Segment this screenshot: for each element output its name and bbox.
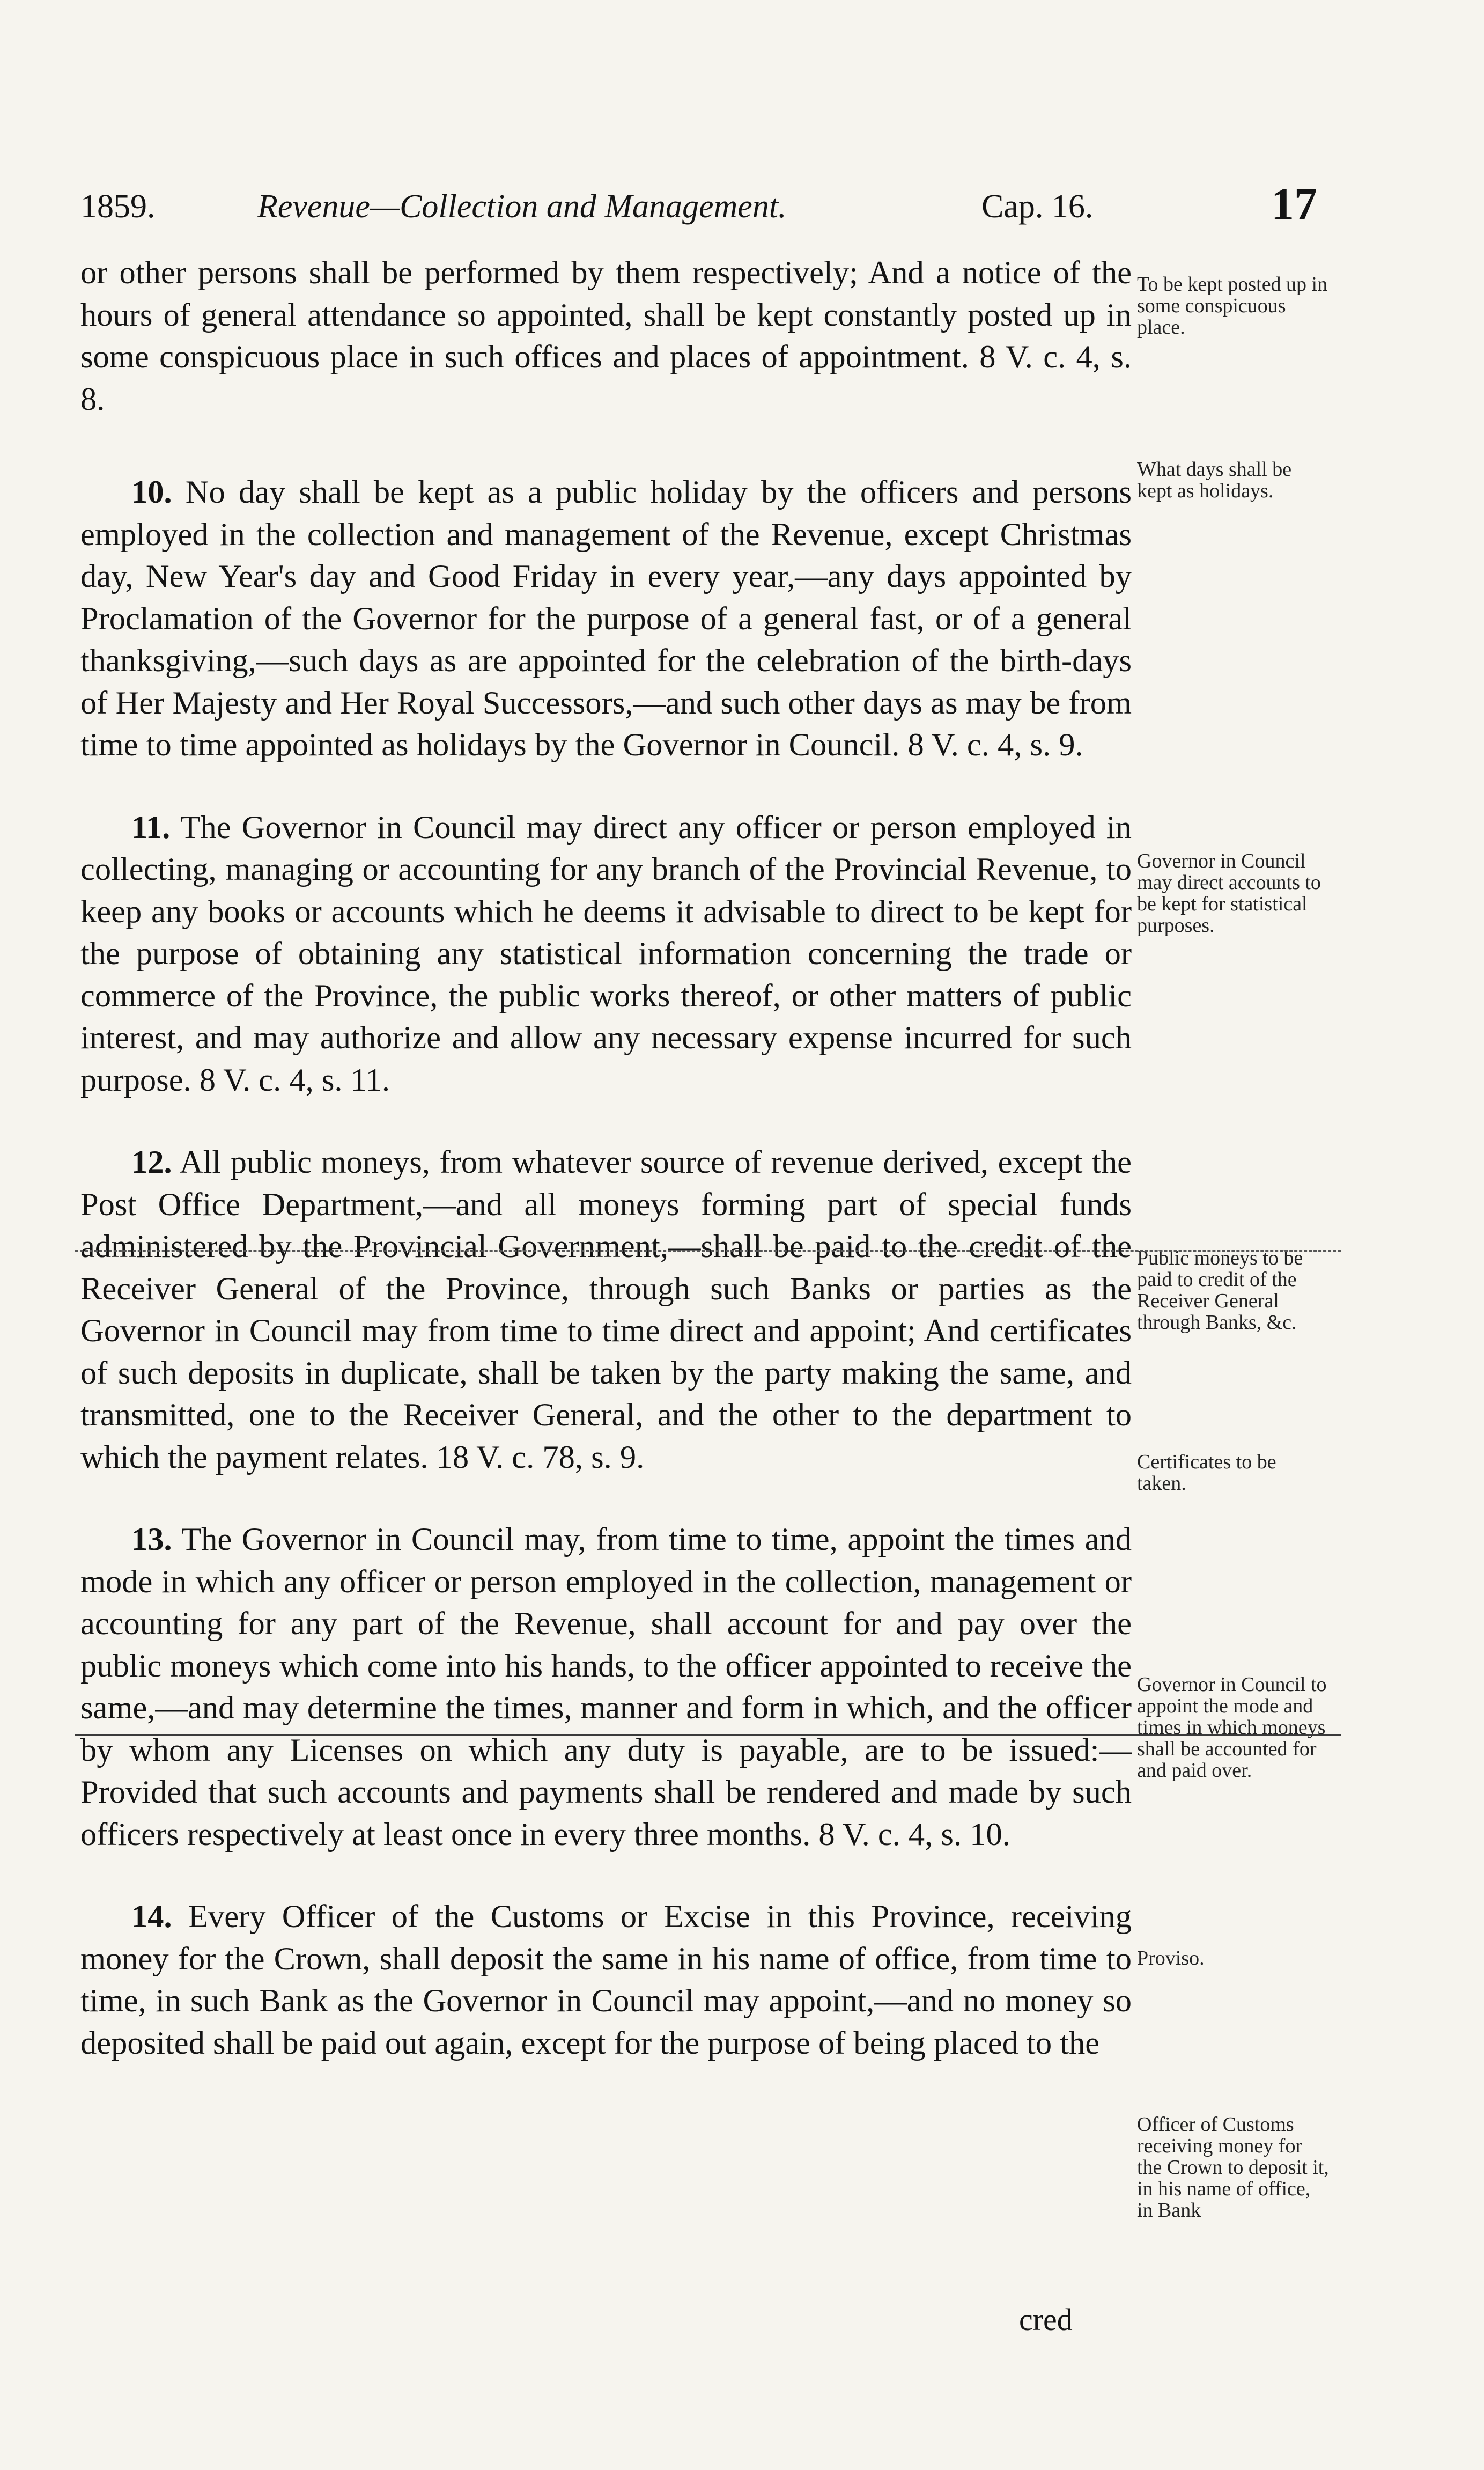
section-number: 14. — [131, 1899, 172, 1935]
section-13 — [80, 1519, 1132, 1856]
section-number: 11. — [131, 809, 171, 846]
catchword: cred — [1019, 2302, 1073, 2337]
continuation-paragraph: or other persons shall be performed by them respectively; And a notice of the hours of general attendance so appointed, shall be kept constantly posted up in some conspicuous place in such offices and places of appointment. 8 V. c. 4, s. 8. — [80, 255, 1132, 417]
section-11 — [80, 807, 1132, 1102]
section-text: The Governor in Council may direct any officer or person employed in collecting, managing or accounting for any branch of the Provincial Revenue, to keep any books or accounts which he deems it advisable to direct to be kept for the purpose of obtaining any statistical information concerning the trade or commerce of the Province, the public works thereof, or other matters of public interest, and may authorize and allow any necessary expense incurred for such purpose. 8 V. c. 4, s. 11. — [80, 809, 1132, 1098]
section-12 — [80, 1142, 1132, 1479]
section-number: 10. — [131, 474, 172, 510]
page-number: 17 — [1271, 178, 1317, 230]
margin-note: Certificates to be taken. — [1137, 1451, 1276, 1495]
section-number: 12. — [131, 1144, 172, 1180]
header-chapter: Cap. 16. — [981, 188, 1094, 225]
section-14 — [80, 1896, 1132, 2064]
main-text — [80, 252, 1132, 2064]
header-title: Revenue—Collection and Management. — [257, 188, 787, 225]
margin-note: What days shall be kept as holidays. — [1137, 458, 1292, 502]
header-year: 1859. — [80, 188, 156, 225]
section-text: No day shall be kept as a public holiday by the officers and persons employed in the collection and management of the Revenue, except Christmas day, New Year's day and Good Friday in every year,—any days appointed by Proclamation of the Governor for the purpose of a general fast, or of a general thanksgiving,—such days as are appointed for the celebration of the birth-days of Her Majesty and Her Royal Successors,—and such other days as may be from time to time appointed as holidays by the Governor in Council. 8 V. c. 4, s. 9. — [80, 474, 1132, 763]
margin-note: Governor in Council may direct accounts to be kept for statistical purposes. — [1137, 850, 1321, 937]
margin-note: Governor in Council to appoint the mode and times in which moneys shall be accounted for and paid over. — [1137, 1673, 1327, 1782]
divider-line — [75, 1734, 1341, 1736]
section-10 — [80, 472, 1132, 767]
margin-note: Public moneys to be paid to credit of the Receiver General through Banks, &c. — [1137, 1247, 1303, 1334]
margin-note: Officer of Customs receiving money for the Crown to deposit it, in his name of office, in Bank — [1137, 2113, 1329, 2222]
section-number: 13. — [131, 1521, 172, 1557]
section-text: The Governor in Council may, from time to time, appoint the times and mode in which any officer or person employed in the collection, management or accounting for any part of the Revenue, shall account for and pay over the public moneys which come into his hands, to the officer appointed to receive the same,—and may determine the times, manner and form in which, and the officer by whom any Licenses on which any duty is payable, are to be issued:—Provided that such accounts and payments shall be rendered and made by such officers respectively at least once in every three months. 8 V. c. 4, s. 10. — [80, 1521, 1132, 1852]
divider-line — [75, 1250, 1341, 1252]
margin-note: To be kept posted up in some conspicuous place. — [1137, 273, 1328, 339]
section-text: All public moneys, from whatever source of revenue derived, except the Post Office Department,—and all moneys forming part of special funds administered by the Provincial Government,—shall be paid to the credit of the Receiver General of the Province, through such Banks or parties as the Governor in Council may from time to time direct and appoint; And certificates of such deposits in duplicate, shall be taken by the party making the same, and transmitted, one to the Receiver General, and the other to the department to which the payment relates. 18 V. c. 78, s. 9. — [80, 1144, 1132, 1475]
running-header — [80, 177, 1330, 236]
margin-note: Proviso. — [1137, 1947, 1205, 1969]
section-text: Every Officer of the Customs or Excise in this Province, receiving money for the Crown, shall deposit the same in his name of office, from time to time, in such Bank as the Governor in Council may appoint,—and no money so deposited shall be paid out again, except for the purpose of being placed to the — [80, 1899, 1132, 2061]
